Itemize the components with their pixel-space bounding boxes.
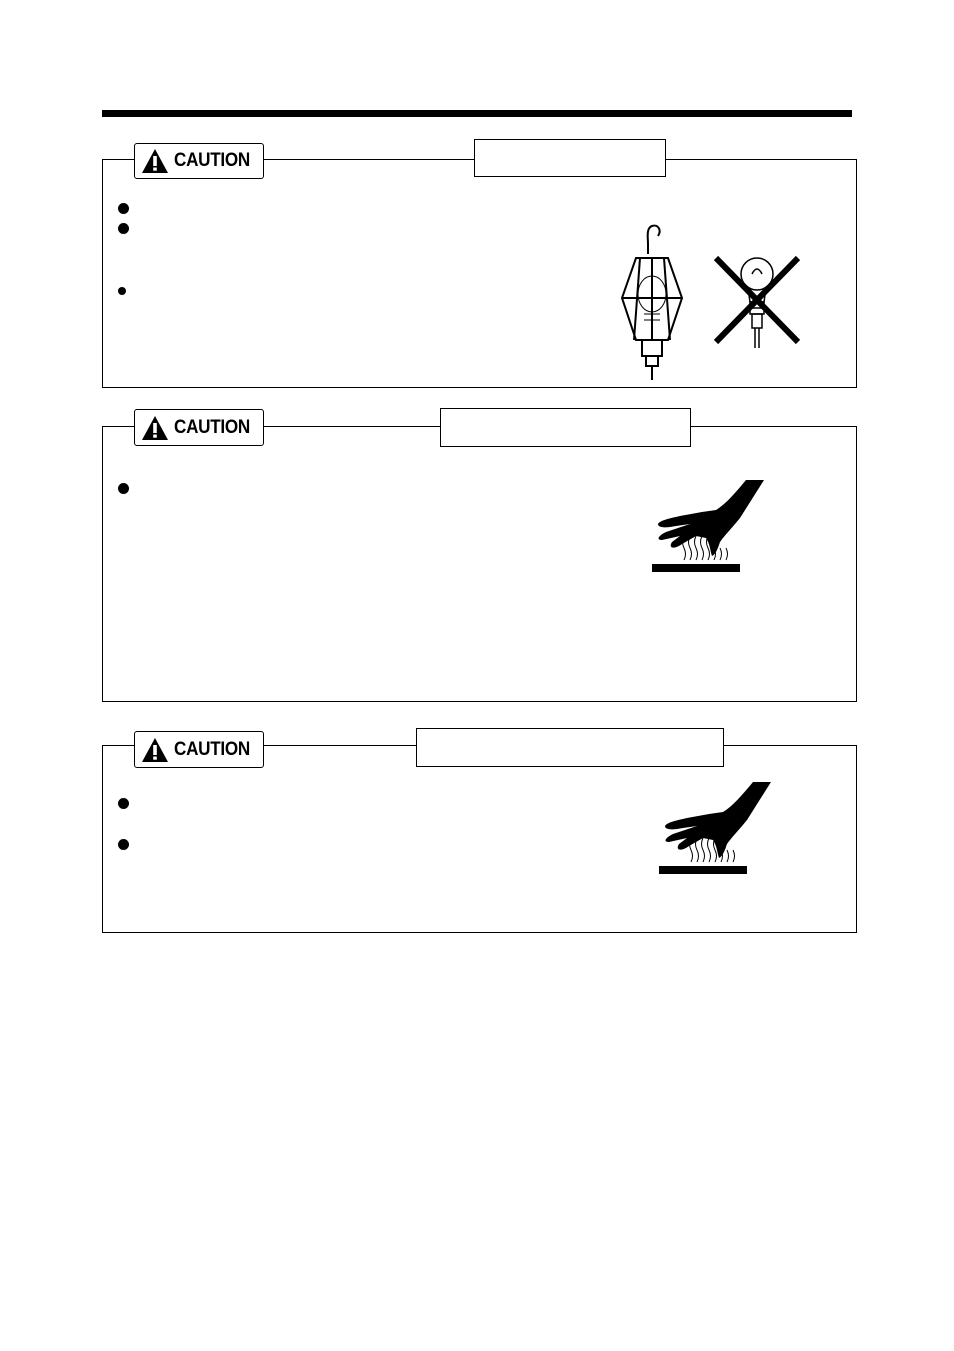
hot-surface-hand-icon	[657, 780, 773, 876]
bullet-1-2	[118, 223, 129, 234]
caution-label: CAUTION	[174, 150, 251, 171]
warning-triangle-icon	[141, 415, 169, 441]
caged-work-lamp-icon	[616, 222, 692, 382]
bullet-3-1	[118, 798, 129, 809]
caution-badge-3	[134, 731, 264, 768]
bullet-1-1	[118, 203, 129, 214]
prohibited-bare-bulb-icon	[708, 252, 806, 356]
header-rule	[102, 110, 852, 117]
section-title-box-2	[440, 408, 691, 447]
warning-triangle-icon	[141, 737, 169, 763]
caution-badge-1	[134, 143, 264, 179]
section-title-box-1	[474, 139, 666, 177]
bullet-3-2	[118, 839, 129, 850]
hot-surface-hand-icon	[650, 478, 766, 574]
caution-label: CAUTION	[174, 738, 251, 760]
caution-label: CAUTION	[174, 416, 251, 438]
section-title-box-3	[416, 728, 724, 767]
bullet-1-3	[118, 287, 126, 295]
bullet-2-1	[118, 483, 129, 494]
caution-badge-2	[134, 409, 264, 446]
warning-triangle-icon	[141, 148, 169, 174]
